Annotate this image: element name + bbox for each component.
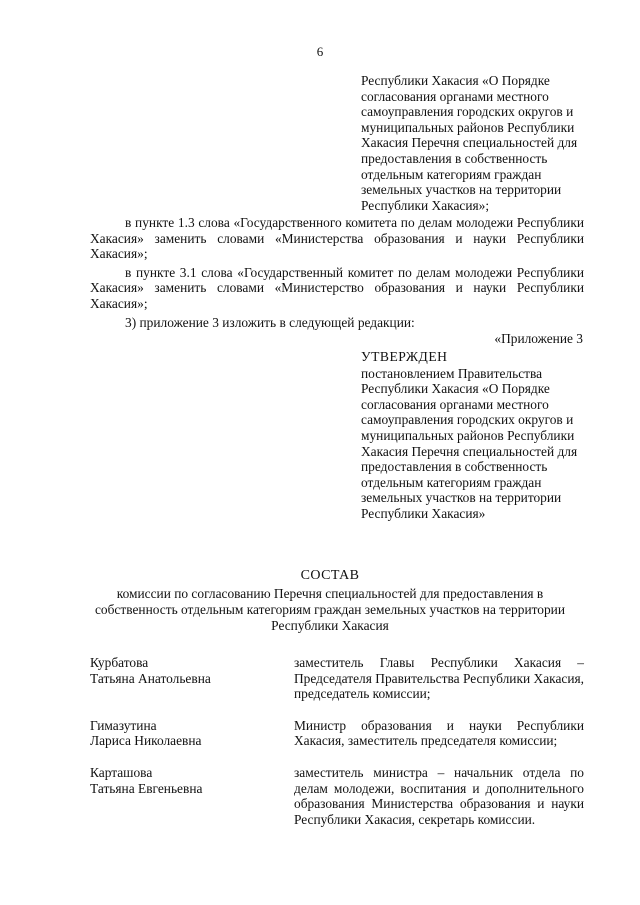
member-surname: Гимазутина	[90, 717, 157, 733]
member-surname: Курбатова	[90, 655, 149, 670]
member-name	[90, 765, 290, 827]
approval-line: Республики Хакасия»	[361, 505, 486, 521]
member-name	[90, 655, 290, 702]
commission-member	[90, 765, 584, 827]
approval-line: Республики Хакасия «О Порядке	[361, 381, 550, 397]
composition-subtitle-line: Республики Хакасия	[271, 618, 389, 634]
member-given-names: Лариса Николаевна	[90, 733, 202, 749]
approval-stamp-block	[361, 349, 583, 522]
member-role: заместитель министра – начальник отдела по делам молодежи, воспитания и дополнительного образования Министерства образования и науки Республики Хакасия, секретарь комиссии.	[294, 764, 584, 827]
approval-line: постановлением Правительства	[361, 365, 543, 381]
member-given-names: Татьяна Анатольевна	[90, 670, 211, 686]
resolution-title-line: муниципальных районов Республики	[361, 119, 575, 135]
resolution-title-line: согласования органами местного	[361, 88, 549, 104]
amendment-paragraph: в пункте 1.3 слова «Государственного комитета по делам молодежи Республики Хакасия» заменить словами «Министерства образования и науки Республики Хакасия»;	[90, 215, 584, 262]
resolution-title-line: земельных участков на территории	[361, 182, 562, 198]
resolution-title-line: отдельным категориям граждан	[361, 166, 542, 182]
composition-subtitle-line: собственность отдельным категориям граждан земельных участков на территории	[94, 602, 566, 618]
approval-line: Хакасия Перечня специальностей для	[361, 443, 578, 459]
amendments-section	[90, 215, 584, 330]
approval-line: муниципальных районов Республики	[361, 427, 575, 443]
approval-line: отдельным категориям граждан	[361, 474, 542, 490]
amendment-paragraph: в пункте 3.1 слова «Государственный комитет по делам молодежи Республики Хакасия» заменить словами «Министерство образования и науки Республики Хакасия»;	[90, 264, 584, 311]
resolution-title-line: предоставления в собственность	[361, 150, 548, 166]
approved-title: УТВЕРЖДЕН	[361, 349, 448, 364]
composition-subtitle	[80, 586, 580, 635]
commission-member	[90, 718, 584, 749]
member-role: Министр образования и науки Республики Хакасия, заместитель председателя комиссии;	[294, 717, 584, 749]
member-given-names: Татьяна Евгеньевна	[90, 780, 203, 796]
resolution-title-line: Хакасия Перечня специальностей для	[361, 135, 578, 151]
amendment-paragraph: 3) приложение 3 изложить в следующей редакции:	[125, 314, 415, 330]
commission-member	[90, 655, 584, 702]
resolution-title-line: Республики Хакасия»;	[361, 197, 490, 213]
approval-line: самоуправления городских округов и	[361, 412, 574, 428]
resolution-title-line: Республики Хакасия «О Порядке	[361, 73, 550, 88]
appendix-label: «Приложение 3	[494, 331, 583, 346]
approval-line: земельных участков на территории	[361, 490, 562, 506]
approval-line: предоставления в собственность	[361, 459, 548, 475]
approval-line: согласования органами местного	[361, 396, 549, 412]
member-surname: Карташова	[90, 764, 153, 780]
referenced-resolution-title	[361, 73, 583, 213]
composition-title: СОСТАВ	[300, 568, 360, 583]
composition-subtitle-line: комиссии по согласованию Перечня специальностей для предоставления в	[116, 586, 544, 601]
page-number: 6	[316, 44, 324, 59]
member-name	[90, 718, 290, 749]
member-role: заместитель Главы Республики Хакасия – Председателя Правительства Республики Хакасия, председатель комиссии;	[294, 655, 584, 702]
commission-members-list	[90, 655, 584, 827]
resolution-title-line: самоуправления городских округов и	[361, 104, 574, 120]
